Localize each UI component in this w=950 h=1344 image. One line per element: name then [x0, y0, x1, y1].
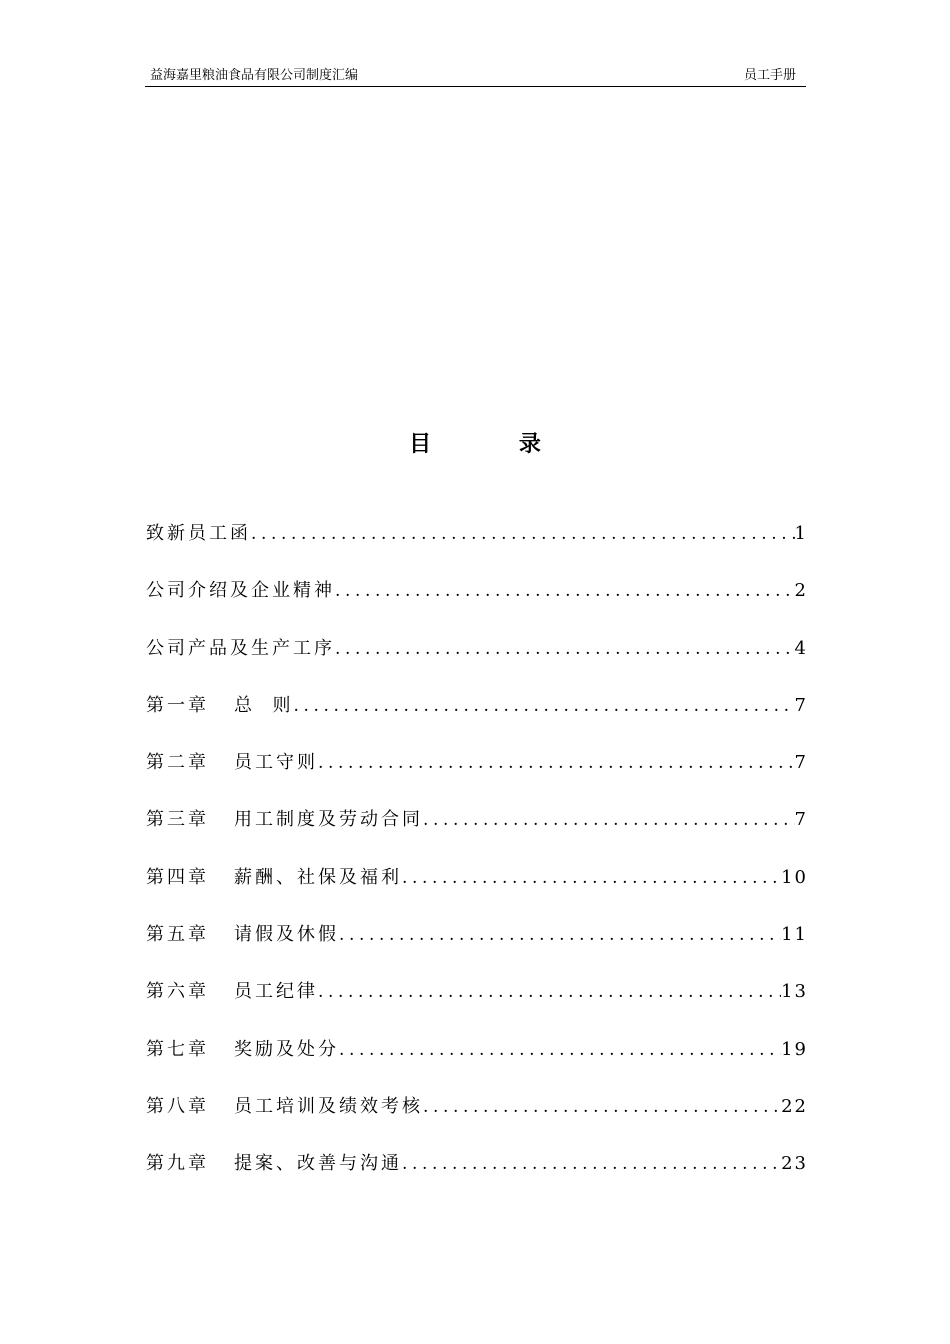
- toc-dot-leader: [402, 864, 781, 892]
- toc-entry[interactable]: [146, 1093, 806, 1150]
- toc-entry-title: 员工纪律: [234, 981, 318, 1003]
- header-document-name: 员工手册: [743, 68, 796, 83]
- toc-entry-label: [146, 1093, 423, 1121]
- toc-entry[interactable]: [146, 749, 806, 806]
- toc-page-number: 19: [781, 1038, 808, 1060]
- toc-entry-label: [146, 577, 335, 605]
- toc-entry-label: [146, 806, 423, 834]
- toc-entry[interactable]: [146, 1150, 806, 1207]
- toc-entry[interactable]: [146, 864, 806, 921]
- toc-page-number: 2: [794, 580, 808, 602]
- toc-dot-leader: [339, 921, 781, 949]
- toc-page-number: 10: [781, 866, 808, 888]
- toc-entry-title: 致新员工函: [146, 523, 251, 544]
- toc-dot-leader: [402, 1150, 781, 1178]
- toc-entry[interactable]: [146, 806, 806, 863]
- toc-entry-title: 提案、改善与沟通: [234, 1153, 402, 1175]
- toc-entry-title: 公司产品及生产工序: [146, 637, 335, 659]
- toc-entry[interactable]: [146, 577, 806, 634]
- toc-entry-label: [146, 978, 318, 1006]
- toc-entry-label: [146, 864, 402, 892]
- toc-entry-label: [146, 1036, 339, 1064]
- toc-page-number: 7: [794, 752, 808, 774]
- toc-chapter-number: 第一章: [146, 694, 209, 716]
- toc-title: 目 录: [409, 431, 581, 457]
- toc-chapter-number: 第三章: [146, 809, 209, 831]
- toc-entry-title: 薪酬、社保及福利: [234, 866, 402, 888]
- toc-entry[interactable]: [146, 1036, 806, 1093]
- toc-page-number: 7: [794, 809, 808, 831]
- toc-dot-leader: [318, 978, 781, 1006]
- toc-entry[interactable]: [146, 692, 806, 749]
- toc-entry[interactable]: [146, 921, 806, 978]
- toc-dot-leader: [335, 635, 795, 663]
- toc-chapter-number: 第五章: [146, 924, 209, 946]
- header-company-title: 益海嘉里粮油食品有限公司制度汇编: [150, 68, 359, 83]
- toc-chapter-number: 第八章: [146, 1095, 209, 1117]
- toc-entry-title: 公司介绍及企业精神: [146, 580, 335, 602]
- toc-entry-title: 员工培训及绩效考核: [234, 1095, 423, 1117]
- toc-entry-title: 员工守则: [234, 752, 318, 774]
- toc-entry-label: [146, 921, 339, 949]
- toc-entry-label: [146, 520, 251, 548]
- toc-dot-leader: [423, 806, 795, 834]
- toc-dot-leader: [423, 1093, 781, 1121]
- toc-chapter-number: 第六章: [146, 981, 209, 1003]
- toc-dot-leader: [335, 577, 795, 605]
- toc-entry[interactable]: [146, 978, 806, 1035]
- toc-dot-leader: [318, 749, 795, 777]
- toc-chapter-number: 第九章: [146, 1153, 209, 1175]
- toc-page-number: 13: [781, 981, 808, 1003]
- page-header: [145, 66, 806, 87]
- toc-entry-title: 请假及休假: [234, 924, 339, 946]
- toc-dot-leader: [339, 1036, 781, 1064]
- toc-entry-label: [146, 749, 318, 777]
- toc-entry[interactable]: [146, 635, 806, 692]
- toc-page-number: 22: [781, 1095, 808, 1117]
- toc-chapter-number: 第七章: [146, 1038, 209, 1060]
- toc-dot-leader: [293, 692, 794, 720]
- toc-page-number: 23: [781, 1153, 808, 1175]
- toc-entry-label: [146, 635, 335, 663]
- toc-page-number: 1: [794, 523, 808, 544]
- table-of-contents: [146, 520, 806, 1208]
- toc-chapter-number: 第四章: [146, 866, 209, 888]
- toc-entry-label: [146, 1150, 402, 1178]
- toc-page-number: 7: [794, 694, 808, 716]
- toc-chapter-number: 第二章: [146, 752, 209, 774]
- toc-entry-title: 总 则: [234, 694, 294, 716]
- toc-page-number: 11: [781, 924, 808, 946]
- toc-entry-label: [146, 692, 293, 720]
- toc-dot-leader: [251, 520, 795, 548]
- toc-entry-title: 奖励及处分: [234, 1038, 339, 1060]
- toc-entry[interactable]: [146, 520, 806, 577]
- toc-page-number: 4: [794, 637, 808, 659]
- toc-entry-title: 用工制度及劳动合同: [234, 809, 423, 831]
